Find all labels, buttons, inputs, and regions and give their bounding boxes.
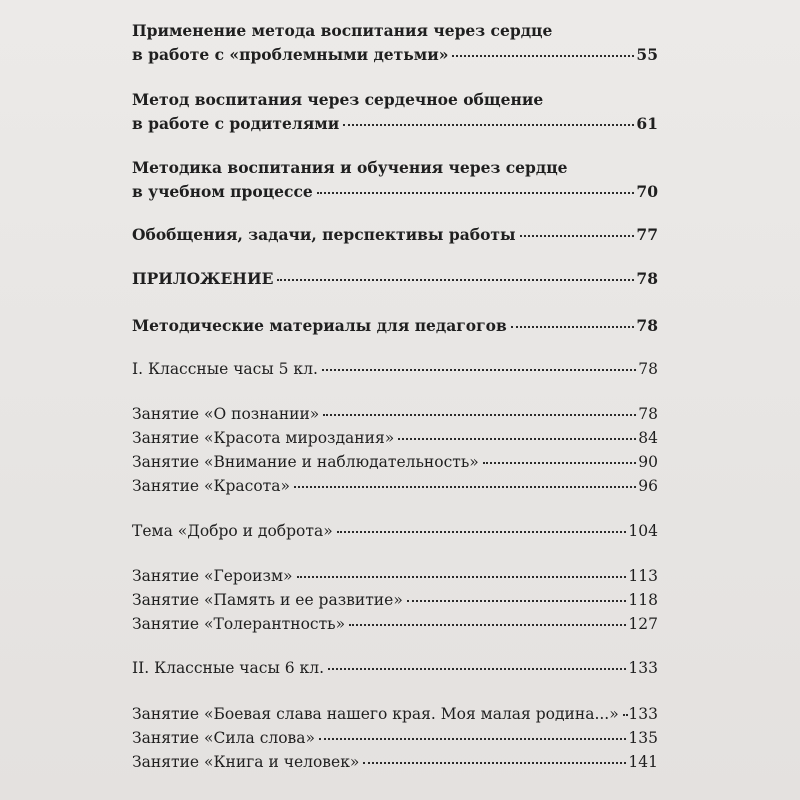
- toc-entry-line: [132, 407, 658, 423]
- toc-entry-line: [132, 731, 658, 747]
- toc-entry-page: 118: [628, 591, 658, 609]
- dot-leader: [319, 738, 626, 740]
- toc-entry-title: в учебном процессе: [132, 181, 313, 201]
- toc-entry: [132, 617, 658, 633]
- toc-entry-line: [132, 617, 658, 633]
- dot-leader: [407, 600, 627, 602]
- toc-entry-page: 55: [636, 44, 658, 64]
- toc-entry-page: 78: [636, 316, 658, 335]
- toc-entry: [132, 160, 658, 199]
- toc-entry-title-line1: Применение метода воспитания через сердце: [132, 21, 553, 40]
- toc-entry-line: [132, 593, 658, 609]
- toc-entry-title: Занятие «Память и ее развитие»: [132, 591, 403, 609]
- toc-entry-title: Занятие «Красота мироздания»: [132, 429, 395, 447]
- toc-entry-page: 90: [638, 453, 658, 471]
- dot-leader: [323, 414, 636, 416]
- dot-leader: [322, 369, 636, 371]
- toc-entry-line: [132, 524, 658, 540]
- toc-entry-line: [132, 271, 658, 287]
- toc-entry-line: [132, 431, 658, 447]
- dot-leader: [520, 235, 635, 237]
- toc-entry-line: [132, 113, 658, 133]
- toc-entry-title: Занятие «Боевая слава нашего края. Моя малая родина...»: [132, 705, 619, 723]
- toc-entry: [132, 731, 658, 747]
- toc-entry-page: 78: [636, 269, 658, 288]
- toc-entry: [132, 227, 658, 243]
- toc-entry-title: Обобщения, задачи, перспективы работы: [132, 225, 516, 244]
- toc-entry-page: 96: [638, 477, 658, 495]
- toc-entry-page: 78: [638, 405, 658, 423]
- toc-entry-page: 133: [628, 705, 658, 723]
- toc-entry-page: 127: [628, 615, 658, 633]
- toc-entry-line: [132, 44, 658, 64]
- toc-entry: [132, 431, 658, 447]
- toc-entry: [132, 755, 658, 771]
- toc-entry-line: [132, 181, 658, 201]
- dot-leader: [623, 714, 627, 716]
- toc-entry-title: ПРИЛОЖЕНИЕ: [132, 269, 274, 288]
- dot-leader: [297, 576, 627, 578]
- toc-entry-first-line: [132, 160, 658, 176]
- dot-leader: [398, 438, 636, 440]
- toc-entry-line: [132, 455, 658, 471]
- dot-leader: [277, 279, 634, 281]
- toc-entry-title: Занятие «Героизм»: [132, 567, 293, 585]
- toc-entry-line: [132, 479, 658, 495]
- toc-entry-title: II. Классные часы 6 кл.: [132, 659, 324, 677]
- toc-entry-first-line: [132, 92, 658, 108]
- toc-entry-first-line: [132, 23, 658, 39]
- dot-leader: [337, 531, 627, 533]
- toc-entry-page: 78: [638, 360, 658, 378]
- dot-leader: [349, 624, 626, 626]
- toc-entry-title: в работе с родителями: [132, 113, 340, 133]
- toc-entry-title: Занятие «Книга и человек»: [132, 753, 360, 771]
- toc-entry-page: 141: [628, 753, 658, 771]
- toc-entry: [132, 707, 658, 723]
- dot-leader: [511, 326, 635, 328]
- dot-leader: [317, 192, 635, 194]
- toc-entry-title: Методические материалы для педагогов: [132, 316, 507, 335]
- dot-leader: [343, 124, 634, 126]
- toc-entry-page: 135: [628, 729, 658, 747]
- toc-entry: [132, 661, 658, 677]
- toc-entry-line: [132, 707, 658, 723]
- toc-entry-title: Занятие «О познании»: [132, 405, 320, 423]
- toc-entry: [132, 407, 658, 423]
- toc-entry: [132, 479, 658, 495]
- toc-entry: [132, 362, 658, 378]
- toc-entry: [132, 524, 658, 540]
- dot-leader: [328, 668, 626, 670]
- toc-entry-page: 61: [636, 113, 658, 133]
- dot-leader: [452, 55, 634, 57]
- toc-entry-line: [132, 569, 658, 585]
- toc-entry-title: Занятие «Сила слова»: [132, 729, 316, 747]
- toc-entry-page: 104: [628, 522, 658, 540]
- toc-entry-title: в работе с «проблемными детьми»: [132, 44, 449, 64]
- dot-leader: [363, 762, 626, 764]
- toc-entry-line: [132, 227, 658, 243]
- toc-entry-line: [132, 318, 658, 334]
- toc-entry-page: 70: [636, 181, 658, 201]
- toc-entry-title: Тема «Добро и доброта»: [132, 522, 333, 540]
- toc-entry-title-line1: Метод воспитания через сердечное общение: [132, 90, 544, 109]
- toc-entry-title: Занятие «Красота»: [132, 477, 290, 495]
- toc-entry-page: 133: [628, 659, 658, 677]
- toc-entry-title: I. Классные часы 5 кл.: [132, 360, 318, 378]
- toc-entry-page: 113: [628, 567, 658, 585]
- dot-leader: [483, 462, 636, 464]
- toc-entry-title: Занятие «Внимание и наблюдательность»: [132, 453, 479, 471]
- toc-entry-line: [132, 362, 658, 378]
- toc-entry: [132, 318, 658, 334]
- toc-entry-line: [132, 661, 658, 677]
- toc-entry: [132, 593, 658, 609]
- toc-entry: [132, 92, 658, 131]
- dot-leader: [294, 486, 636, 488]
- toc-entry-page: 84: [638, 429, 658, 447]
- toc-entry-title-line1: Методика воспитания и обучения через сердце: [132, 158, 568, 177]
- toc-entry: [132, 271, 658, 287]
- toc-entry: [132, 23, 658, 62]
- toc-entry-line: [132, 755, 658, 771]
- toc-entry-page: 77: [636, 225, 658, 244]
- toc-entry: [132, 569, 658, 585]
- toc-entry-title: Занятие «Толерантность»: [132, 615, 346, 633]
- toc-entry: [132, 455, 658, 471]
